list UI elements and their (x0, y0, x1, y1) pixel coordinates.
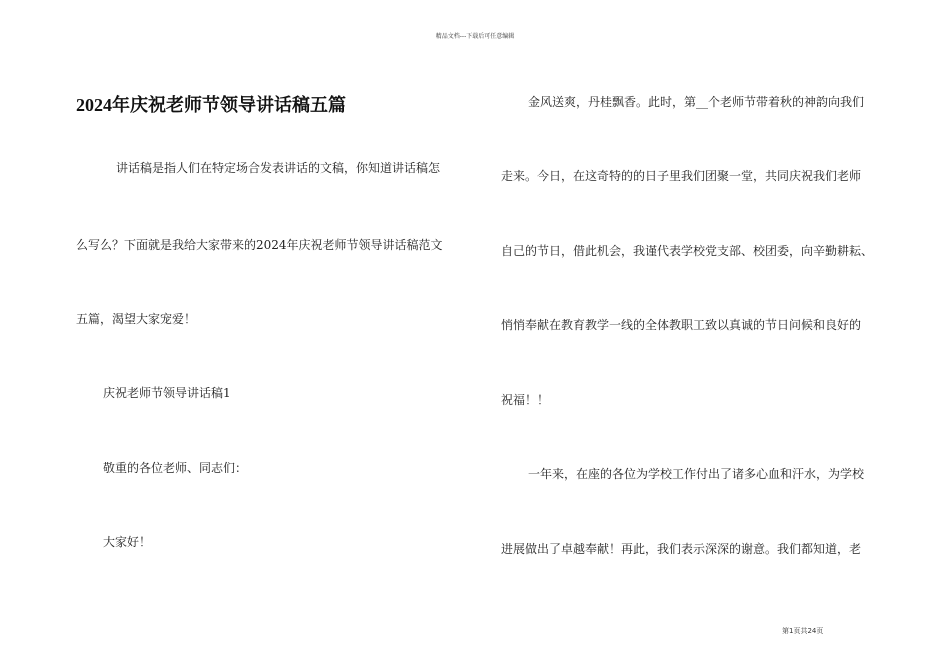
section-heading: 庆祝老师节领导讲话稿1 (103, 386, 231, 400)
right-paragraph-line: 金风送爽，丹桂飘香。此时，第__个老师节带着秋的神韵向我们 (528, 95, 865, 109)
right-paragraph-line: 一年来，在座的各位为学校工作付出了诸多心血和汗水，为学校 (528, 467, 865, 481)
salutation: 敬重的各位老师、同志们： (103, 461, 248, 475)
left-paragraph-line: 讲话稿是指人们在特定场合发表讲话的文稿，你知道讲话稿怎 (116, 161, 441, 175)
right-paragraph-line: 走来。今日，在这奇特的的日子里我们团聚一堂，共同庆祝我们老师 (501, 169, 862, 183)
greeting: 大家好！ (103, 535, 152, 549)
left-paragraph-line: 么写么？下面就是我给大家带来的2024年庆祝老师节领导讲话稿范文 (76, 238, 443, 252)
right-paragraph-line: 悄悄奉献在教育教学一线的全体教职工致以真诚的节日问候和良好的 (501, 318, 862, 332)
left-paragraph-line: 五篇，渴望大家宠爱！ (76, 312, 197, 326)
header-watermark: 精品文档---下载后可任意编辑 (435, 33, 515, 40)
page-number: 第1页共24页 (782, 627, 824, 635)
right-paragraph-line: 自己的节日，借此机会，我谨代表学校党支部、校团委，向辛勤耕耘、 (501, 244, 874, 258)
right-paragraph-line: 进展做出了卓越奉献！再此，我们表示深深的谢意。我们都知道，老 (501, 542, 862, 556)
right-paragraph-line: 祝福！！ (501, 393, 550, 407)
document-title: 2024年庆祝老师节领导讲话稿五篇 (76, 95, 346, 115)
